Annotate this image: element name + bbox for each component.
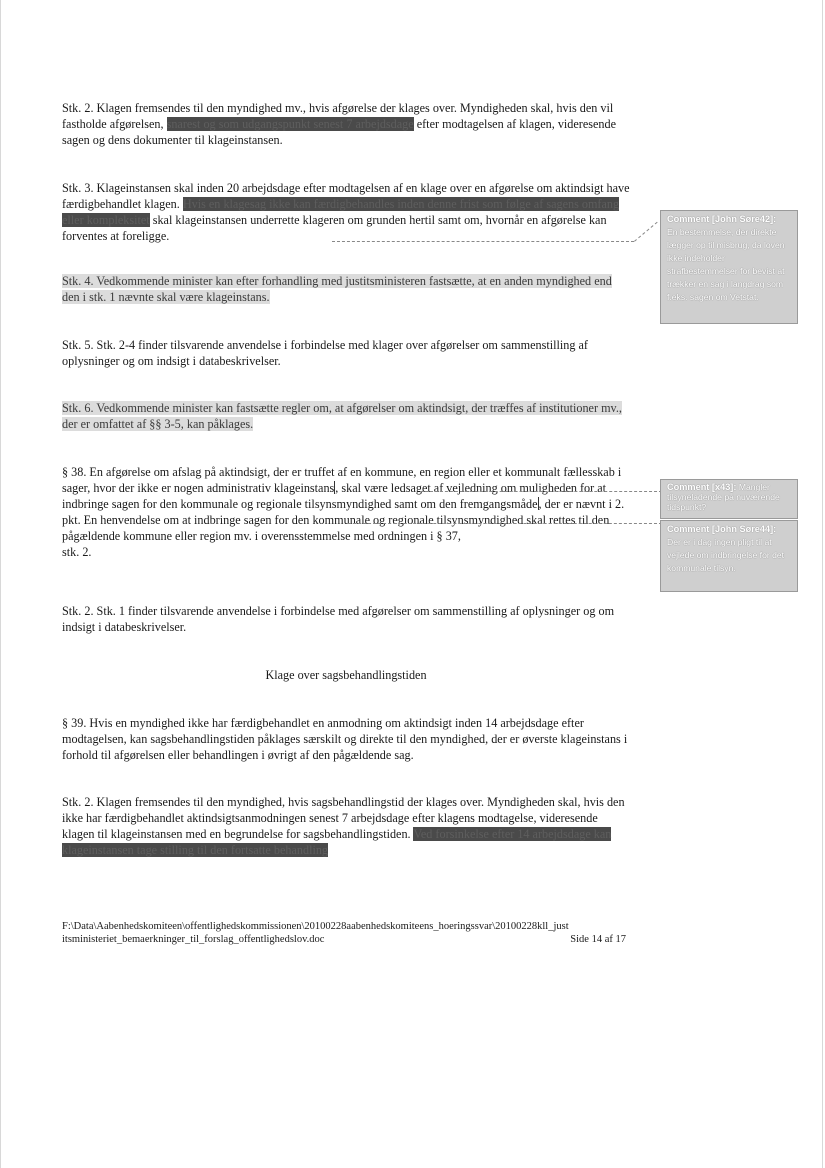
paragraph-section-38 [62,464,630,560]
page-footer [62,920,626,946]
paragraph-stk5 [62,337,630,369]
comment-connector [332,241,634,242]
footer-row [62,933,626,946]
comment-text: Mangler tilsyneladende på nuværende tidspunkt? [667,482,780,512]
paragraph-section-39-stk2 [62,794,630,858]
footer-path-continued: itsministeriet_bemaerkninger_til_forslag_offentlighedslov.doc [62,934,325,945]
text: skal klageinstansen underrette klageren om grunden hertil samt om, hvornår en afgørelse kan forventes at foreligge. [62,213,607,243]
comment-balloon[interactable] [660,479,798,519]
comment-balloon[interactable] [660,520,798,592]
highlighted-text: Ved forsinkelse efter 14 arbejdsdage kan klageinstansen tage stilling til den fortsatte behandling [62,827,612,857]
text: § 38. En afgørelse om afslag på aktindsigt, der er truffet af en kommune, en region eller et kommunalt fællesskab i sager, hvor der ikke er nogen administrativ klageinstans [62,465,622,495]
text: Stk. 2. Klagen fremsendes til den myndighed, hvis sagsbehandlingstid der klages over. Myndigheden skal, hvis den ikke har færdigbehandlet aktindsigtsanmodningen senest 7 arbejdsdage efter klagens modtagelse, videresende klagen til klageinstansen med en begrundelse for sagsbehandlingstiden. [62,795,625,841]
highlighted-text: Stk. 6. Vedkommende minister kan fastsætte regler om, at afgørelser om aktindsigt, der træffes af institutioner mv., der er omfattet af §§ 3-5, kan påklages. [62,401,622,431]
page-edge-right [822,0,823,1168]
comment-author: Comment [John Søre42]: [667,214,777,224]
comment-balloon[interactable] [660,210,798,324]
highlighted-text: snarest og som udgangspunkt senest 7 arbejdsdage [166,117,414,131]
page-edge-left [0,0,1,1168]
highlighted-text: Stk. 4. Vedkommende minister kan efter forhandling med justitsministeren fastsætte, at en anden myndighed end den i stk. 1 nævnte skal være klageinstans. [62,274,612,304]
paragraph-stk4-minister [62,273,630,305]
comment-connector [420,491,662,492]
paragraph-stk6 [62,400,630,432]
text: , der er nævnt i 2. pkt. En henvendelse om at indbringe sagen for den kommunale og regionale tilsynsmyndighed skal rettes til den pågældende kommune eller region mv. i overensstemmelse med ordningen i § 37, [62,497,625,543]
text: Stk. 2. Klagen fremsendes til den myndighed mv., hvis afgørelse der klages over. Myndigheden skal, hvis den vil fastholde afgørelsen, [62,101,614,131]
comment-text: Der er i dag ingen pligt til at vejlede om indbringelse for det kommunale tilsyn. [667,537,785,573]
comment-connector [634,222,658,242]
text: Stk. 3. Klageinstansen skal inden 20 arbejdsdage efter modtagelsen af en klage over en afgørelse om aktindsigt have færdigbehandlet klagen. [62,181,630,211]
page-number: Side 14 af 17 [570,934,626,945]
footer-path: F:\Data\Aabenhedskomiteen\offentlighedskommissionen\20100228aabenhedskomiteens_hoeringssvar\20100228kll_just [62,921,569,932]
paragraph-stk3-klageinstansen [62,180,630,244]
text: , skal være ledsaget af vejledning om muligheden for at indbringe sagen for den kommunale og regionale tilsynsmyndighed samt om den fremgangsmåde [62,481,607,511]
highlighted-text: Hvis en klagesag ikke kan færdigbehandles inden denne frist som følge af sagens omfang eller kompleksitet [62,197,620,227]
paragraph-stk2-klagen [62,100,630,148]
text: § 39. Hvis en myndighed ikke har færdigbehandlet en anmodning om aktindsigt inden 14 arbejdsdage efter modtagelsen, kan sagsbehandlingstiden påklages særskilt og direkte til den myndighed, der er øverste klageinstans i forhold til afgørelsen eller behandlingen i øvrigt af den pågældende sag. [62,716,628,762]
paragraph-section-38-stk2 [62,603,630,635]
comment-author: Comment [John Søre44]: [667,524,777,534]
text: Stk. 2. Stk. 1 finder tilsvarende anvendelse i forbindelse med afgørelser om sammenstilling af oplysninger og om indsigt i databeskrivelser. [62,604,615,634]
text: Stk. 5. Stk. 2-4 finder tilsvarende anvendelse i forbindelse med klager over afgørelser om sammenstilling af oplysninger og om indsigt i databeskrivelser. [62,338,588,368]
text: stk. 2. [62,545,92,559]
paragraph-section-39 [62,715,630,763]
text: efter modtagelsen af klagen, videresende sagen og dens dokumenter til klageinstansen. [62,117,617,147]
comment-author: Comment [x43]: [667,482,737,492]
comment-text: En bestemmelse, der direkte lægger op til misbrug, da loven ikke indeholder strafbestemmelser for bevist at trækker en sag i langdrag som f.eks. sagen om Vetstat. [667,227,785,302]
section-heading: Klage over sagsbehandlingstiden [265,668,427,682]
comment-connector [348,523,662,524]
